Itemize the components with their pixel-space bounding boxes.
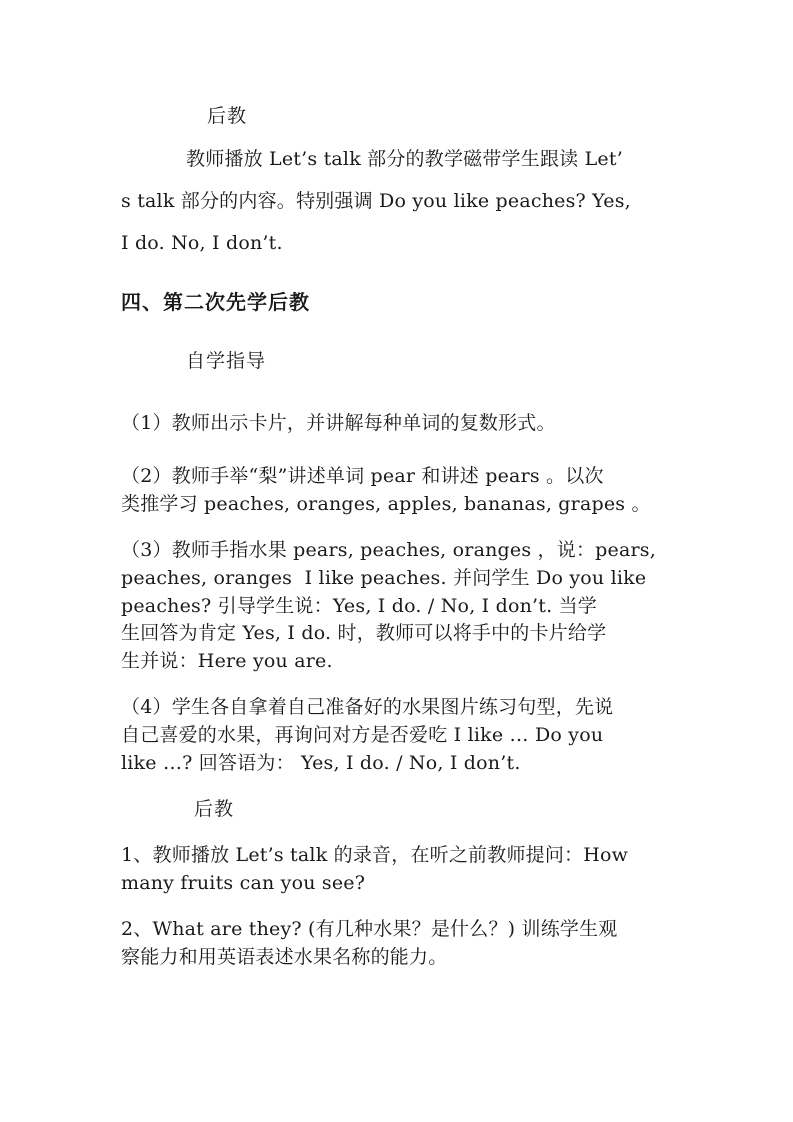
list-item-line: peaches? 引导学生说：Yes, I do. / No, I don’t. 当学 xyxy=(121,595,598,617)
list-item-line: 生并说：Here you are. xyxy=(121,650,333,672)
sub-heading-after-teaching-1: 后教 xyxy=(207,105,248,127)
list-item-line: 自己喜爱的水果，再询问对方是否爱吃 I like … Do you xyxy=(121,724,604,746)
paragraph-line: s talk 部分的内容。特别强调 Do you like peaches? Yes, xyxy=(121,190,631,212)
list-item-line: 生回答为肯定 Yes, I do. 时，教师可以将手中的卡片给学 xyxy=(121,622,607,644)
section-heading: 四、第二次先学后教 xyxy=(121,290,310,314)
list-item-line: 1、教师播放 Let’s talk 的录音，在听之前教师提问：How xyxy=(121,844,629,866)
list-item-line: 察能力和用英语表述水果名称的能力。 xyxy=(121,946,448,968)
sub-heading-after-teaching-2: 后教 xyxy=(194,798,235,820)
sub-heading-self-study: 自学指导 xyxy=(186,350,267,372)
list-item-line: （1）教师出示卡片，并讲解每种单词的复数形式。 xyxy=(121,412,556,434)
list-item-line: 2、What are they? (有几种水果？是什么？) 训练学生观 xyxy=(121,918,618,940)
list-item-line: 类推学习 peaches, oranges, apples, bananas, grapes 。 xyxy=(121,493,651,515)
list-item-line: （2）教师手举“梨”讲述单词 pear 和讲述 pears 。以次 xyxy=(121,465,604,487)
list-item-line: many fruits can you see? xyxy=(121,872,366,894)
paragraph-line: I do. No, I don’t. xyxy=(121,232,283,254)
list-item-line: （4）学生各自拿着自己准备好的水果图片练习句型，先说 xyxy=(121,696,614,718)
list-item-line: peaches, oranges I like peaches. 并问学生 Do you like xyxy=(121,567,647,589)
paragraph-line: 教师播放 Let’s talk 部分的教学磁带学生跟读 Let’ xyxy=(186,148,623,170)
list-item-line: like …? 回答语为： Yes, I do. / No, I don’t. xyxy=(121,752,521,774)
list-item-line: （3）教师手指水果 pears, peaches, oranges ，说：pears, xyxy=(121,539,656,561)
